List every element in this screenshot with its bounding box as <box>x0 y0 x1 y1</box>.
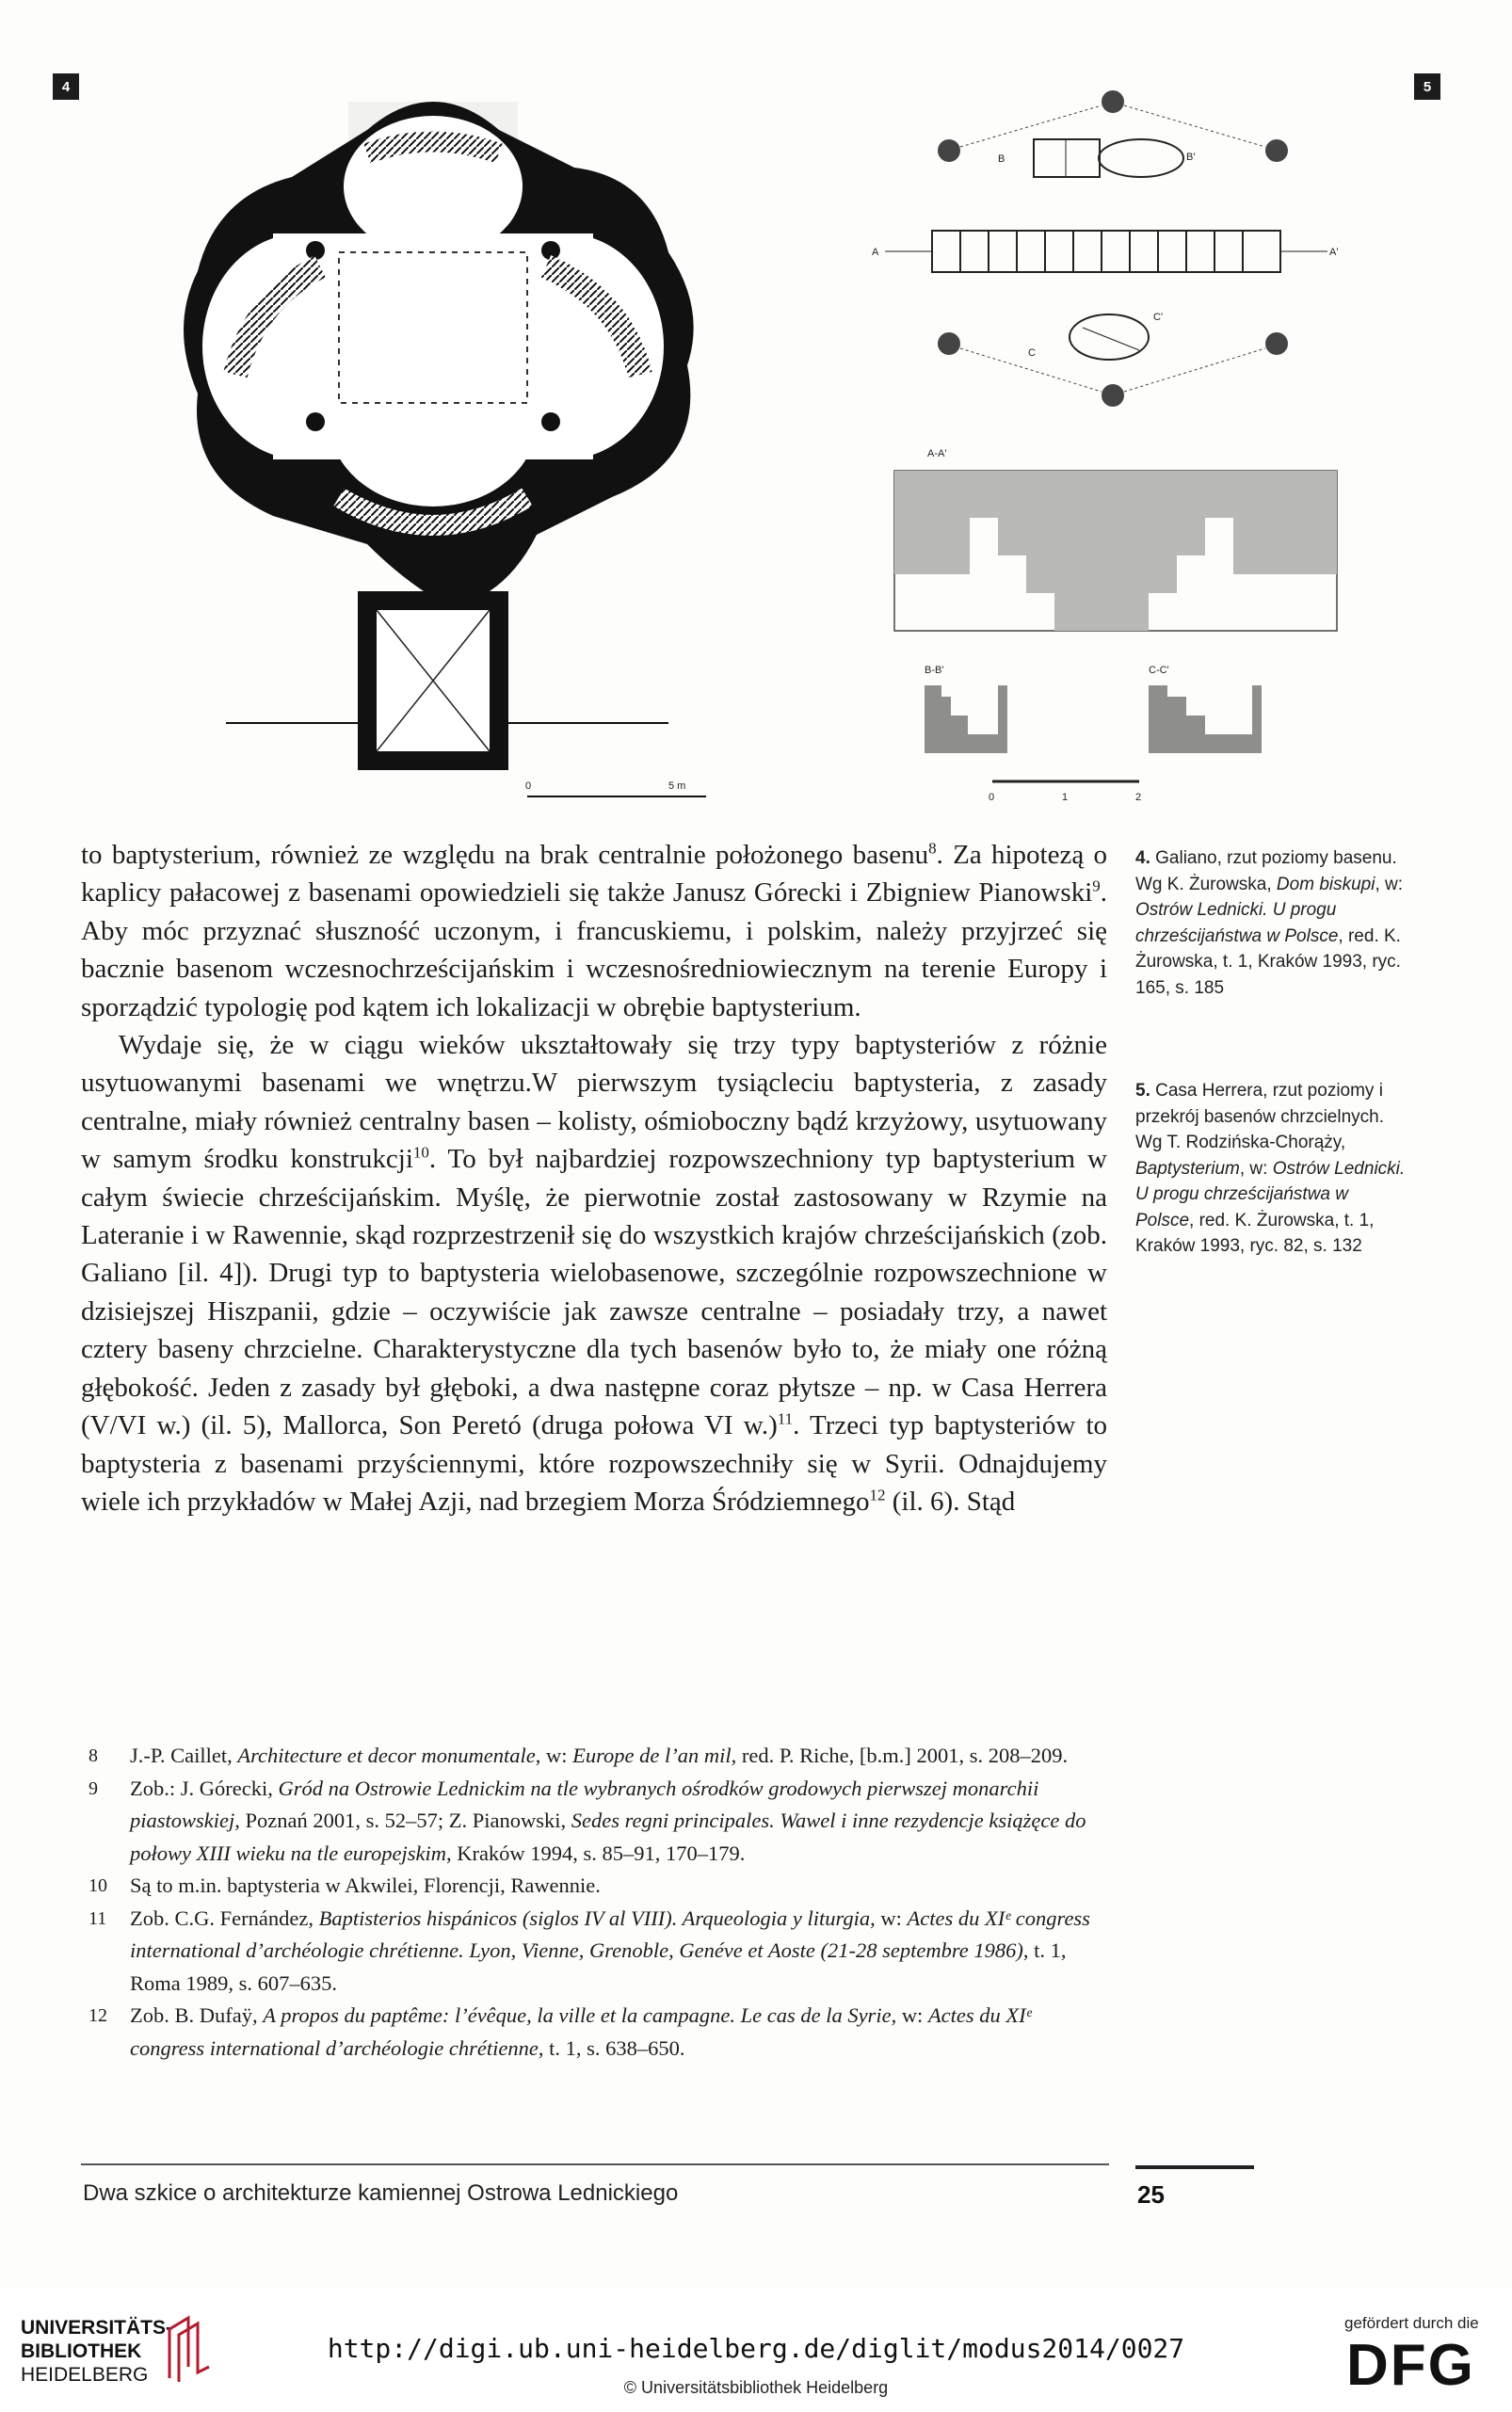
page-badge-left: 4 <box>53 73 79 100</box>
footnote-12: 12 Zob. B. Dufaÿ, A propos du paptême: l’évêque, la ville et la campagne. Le cas de la Syrie, w: Actes du XIᵉ congress international d’archéologie chrétienne, t. 1, s. 638–650. <box>88 2003 1032 2060</box>
footnote-8: 8 J.-P. Caillet, Architecture et decor monumentale, w: Europe de l’an mil, red. P. Riche, [b.m.] 2001, s. 208–209. <box>88 1744 1069 1767</box>
permalink-url[interactable]: http://digi.ub.uni-heidelberg.de/diglit/modus2014/0027 <box>327 2333 1185 2364</box>
footnote-ref-9[interactable]: 9 <box>1092 876 1101 895</box>
copyright-notice: © Universitätsbibliothek Heidelberg <box>623 2378 889 2397</box>
paragraph-1: to baptysterium, również ze względu na brak centralnie położonego basenu$^8$. Za hipotezą o kaplicy pałacowej z basenami opowiedzieli się także Janusz Górecki i Zbigniew Pianowski$^9$. Aby móc przyznać słuszność uczonym, i francuskiemu, i polskim, należy przyjrzeć się bacznie basenom wczesnochrześcijańskim i wczesnośredniowiecznym na terenie Europy i sporządzić typologię pod kątem ich lokalizacji w obrębie baptysterium. <box>81 839 1107 1022</box>
fig5-label-b: B <box>998 153 1005 165</box>
page-badge-right: 5 <box>1414 73 1440 100</box>
fig5-section-cc-label: C-C' <box>1149 665 1169 676</box>
footnote-ref-10[interactable]: 10 <box>412 1143 429 1162</box>
fig5-label-c-prime: C' <box>1153 312 1164 323</box>
figure-5-basins <box>866 85 1356 810</box>
ub-heidelberg-logo[interactable]: UNIVERSITÄTS- BIBLIOTHEK HEIDELBERG <box>21 2317 173 2386</box>
running-title: Dwa szkice o architekturze kamiennej Ostrowa Lednickiego <box>83 2180 679 2206</box>
caption-figure-5: 5. Casa Herrera, rzut poziomy i przekrój basenów chrzcielnych. Wg T. Rodzińska-Chorąży, Baptysterium, w: Ostrów Lednicki. U progu chrześcijaństwa w Polsce, red. K. Żurowska, t. 1, Kraków 1993, ryc. 82, s. 132 <box>1135 1081 1406 1256</box>
footnote-11: 11 Zob. C.G. Fernández, Baptisterios hispánicos (siglos IV al VIII). Arqueologia y liturgia, w: Actes du XIᵉ congress international d’archéologie chrétienne. Lyon, Vienne, Grenoble, Genéve et Aoste (21-28 septembre 1986), t. 1, Roma 1989, s. 607–635. <box>88 1905 1090 1995</box>
footnote-9: 9 Zob.: J. Górecki, Gród na Ostrowie Lednickim na tle wybranych ośrodków grodowych pierwszej monarchii piastowskiej, Poznań 2001, s. 52–57; Z. Pianowski, Sedes regni principales. Wawel i inne rezydencje książęce do połowy XIII wieku na tle europejskim, Kraków 1994, s. 85–91, 170–179. <box>88 1776 1086 1865</box>
fig5-label-b-prime: B' <box>1186 152 1196 163</box>
fig5-label-a: A <box>872 247 879 258</box>
footnote-ref-8[interactable]: 8 <box>928 839 937 858</box>
fig5-scale-2: 2 <box>1135 792 1142 803</box>
dfg-logo[interactable]: DFG <box>1346 2333 1475 2398</box>
page-number: 25 <box>1137 2180 1165 2209</box>
figure-4-plan <box>85 64 819 808</box>
fig5-section-aa-label: A-A' <box>927 448 947 459</box>
fig4-scale-five: 5 m <box>668 780 686 792</box>
footnote-ref-11[interactable]: 11 <box>777 1409 794 1428</box>
fig5-section-bb-label: B-B' <box>925 665 944 676</box>
fig5-scale-0: 0 <box>989 792 995 803</box>
footnote-10: 10 Są to m.in. baptysteria w Akwilei, Florencji, Rawennie. <box>88 1873 601 1897</box>
page-number-rule <box>1135 2165 1254 2169</box>
footnotes <box>81 1740 1107 2065</box>
fig5-label-c: C <box>1028 347 1036 359</box>
footer-rule <box>81 2163 1109 2165</box>
paragraph-2: Wydaje się, że w ciągu wieków ukształtowały się trzy typy baptysteriów z różnie usytuowanymi basenami we wnętrzu.W pierwszym tysiącleciu baptysteria, z zasady centralne, miały również centralny basen – kolisty, ośmioboczny bądź krzyżowy, usytuowany w samym środku konstrukcji$^{10}$. To był najbardziej rozpowszechniony typ baptysterium w całym świecie chrześcijańskim. Myślę, że pierwotnie został zastosowany w Rzymie na Lateranie i w Rawennie, skąd rozprzestrzenił się do wszystkich krajów chrześcijańskich (zob. Galiano [il. 4]). Drugi typ to baptysteria wielobasenowe, szczególnie rozpowszechnione w dzisiejszej Hiszpanii, gdzie – oczywiście jak zawsze centralne – posiadały trzy, a nawet cztery baseny chrzcielne. Charakterystyczne dla tych basenów było to, że miały one różną głębokość. Jeden z zasady był głęboki, a dwa następne coraz płytsze – np. w Casa Herrera (V/VI w.) (il. 5), Mallorca, Son Peretó (druga połowa VI w.)$^{11}$. Trzeci typ baptysteriów to baptysteria z basenami przyściennymi, które rozpowszechniły się w Syrii. Odnajdujemy wiele ich przykładów w Małej Azji, nad brzegiem Morza Śródziemnego$^{12}$ (il. 6). Stąd <box>81 1030 1108 1517</box>
library-footer-bar <box>0 2295 1512 2412</box>
fig5-scale-1: 1 <box>1062 792 1069 803</box>
fig5-label-a-prime: A' <box>1329 247 1339 258</box>
caption-figure-4: 4. Galiano, rzut poziomy basenu. Wg K. Żurowska, Dom biskupi, w: Ostrów Lednicki. U progu chrześcijaństwa w Polsce, red. K. Żurowska, t. 1, Kraków 1993, ryc. 165, s. 185 <box>1135 848 1404 998</box>
dfg-funding-note: gefördert durch die <box>1344 2314 1479 2332</box>
footnote-ref-12[interactable]: 12 <box>869 1486 886 1504</box>
article-body <box>81 836 1107 1520</box>
fig4-scale-zero: 0 <box>525 780 532 792</box>
